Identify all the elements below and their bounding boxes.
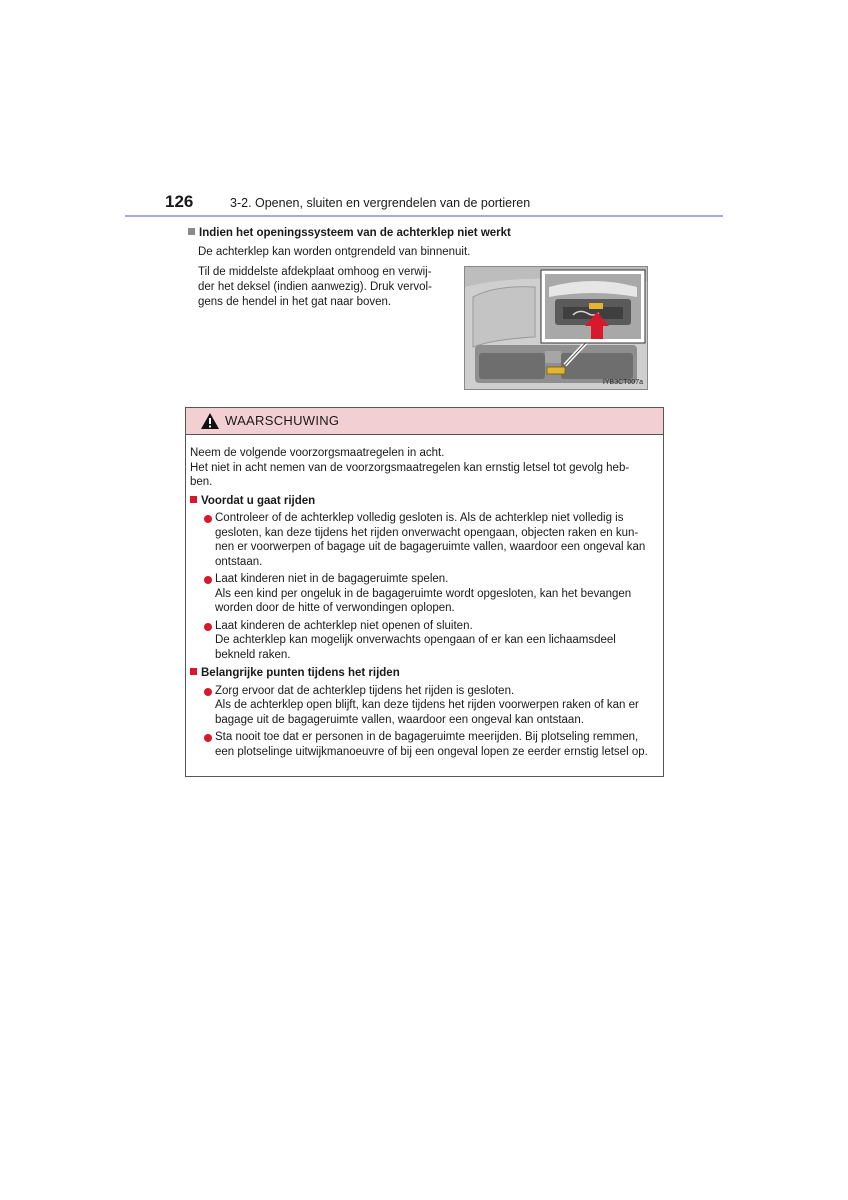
warning-bullet [204, 730, 659, 759]
bullet-line: Als de achterklep open blijft, kan deze tijdens het rijden voorwerpen raken of kan er [215, 699, 639, 711]
instruction-paragraph [198, 265, 450, 310]
instruction-line: gens de hendel in het gat naar boven. [198, 296, 392, 308]
bullet-line: Als een kind per ongeluk in de bagageruimte wordt opgesloten, kan het bevangen [215, 587, 632, 600]
warning-intro-line: ben. [190, 476, 213, 488]
warning-triangle-icon [200, 412, 220, 430]
bullet-line: bagage uit de bagageruimte vallen, waardoor een ongeval kan ontstaan. [215, 713, 584, 726]
subsection-heading [188, 227, 511, 239]
warning-body [186, 435, 663, 759]
trunk-interior-drawing [465, 267, 647, 389]
trunk-release-illustration [464, 266, 648, 390]
bullet-line: ontstaan. [215, 555, 263, 568]
warning-bullet [204, 684, 659, 728]
bullet-line: Laat kinderen niet in de bagageruimte spelen. [215, 573, 449, 585]
bullet-line: De achterklep kan mogelijk onverwachts opengaan of er kan een lichaamsdeel [215, 634, 616, 646]
bullet-line: een plotselinge uitwijkmanoeuvre of bij een ongeval lopen ze eerder ernstig letsel op. [215, 745, 648, 758]
warning-intro-line: Het niet in acht nemen van de voorzorgsmaatregelen kan ernstig letsel tot gevolg heb- [190, 461, 630, 474]
warning-group-heading [190, 494, 659, 509]
bullet-line: Sta nooit toe dat er personen in de bagageruimte meerijden. Bij plotseling remmen, [215, 731, 639, 743]
square-bullet-icon [188, 228, 195, 235]
warning-group-heading [190, 666, 659, 681]
bullet-line: bekneld raken. [215, 648, 291, 661]
warning-box [185, 407, 664, 777]
figure-code: IYB3CT007a [602, 379, 643, 386]
header-rule [125, 215, 723, 217]
instruction-line: der het deksel (indien aanwezig). Druk vervol- [198, 281, 432, 293]
red-dot-icon [204, 576, 212, 584]
warning-group-heading-text: Belangrijke punten tijdens het rijden [201, 667, 400, 679]
red-dot-icon [204, 515, 212, 523]
bullet-line: Controleer of de achterklep volledig gesloten is. Als de achterklep niet volledig is [215, 512, 624, 524]
instruction-line: Til de middelste afdekplaat omhoog en verwij- [198, 266, 432, 278]
square-bullet-icon [190, 668, 197, 675]
red-dot-icon [204, 688, 212, 696]
red-dot-icon [204, 623, 212, 631]
warning-header [186, 408, 663, 435]
bullet-line: nen er voorwerpen of bagage uit de bagageruimte vallen, waardoor een ongeval kan [215, 541, 646, 553]
subsection-intro: De achterklep kan worden ontgrendeld van binnenuit. [198, 246, 471, 258]
warning-intro-line: Neem de volgende voorzorgsmaatregelen in acht. [190, 447, 445, 459]
warning-group-heading-text: Voordat u gaat rijden [201, 494, 316, 507]
square-bullet-icon [190, 496, 197, 503]
page-number: 126 [165, 192, 194, 211]
red-dot-icon [204, 734, 212, 742]
warning-title: WAARSCHUWING [225, 413, 340, 428]
warning-bullet [204, 619, 659, 663]
bullet-line: worden door de hitte of verwondingen oplopen. [215, 602, 455, 614]
bullet-line: Zorg ervoor dat de achterklep tijdens het rijden is gesloten. [215, 684, 515, 697]
bullet-line: gesloten, kan deze tijdens het rijden onverwacht opengaan, objecten raken en kun- [215, 526, 639, 539]
warning-intro [190, 446, 659, 490]
subsection-heading-text: Indien het openingssysteem van de achterklep niet werkt [199, 227, 511, 239]
bullet-line: Laat kinderen de achterklep niet openen of sluiten. [215, 619, 473, 632]
section-title: 3-2. Openen, sluiten en vergrendelen van de portieren [230, 196, 531, 210]
warning-bullet [204, 572, 659, 616]
warning-bullet [204, 511, 659, 569]
